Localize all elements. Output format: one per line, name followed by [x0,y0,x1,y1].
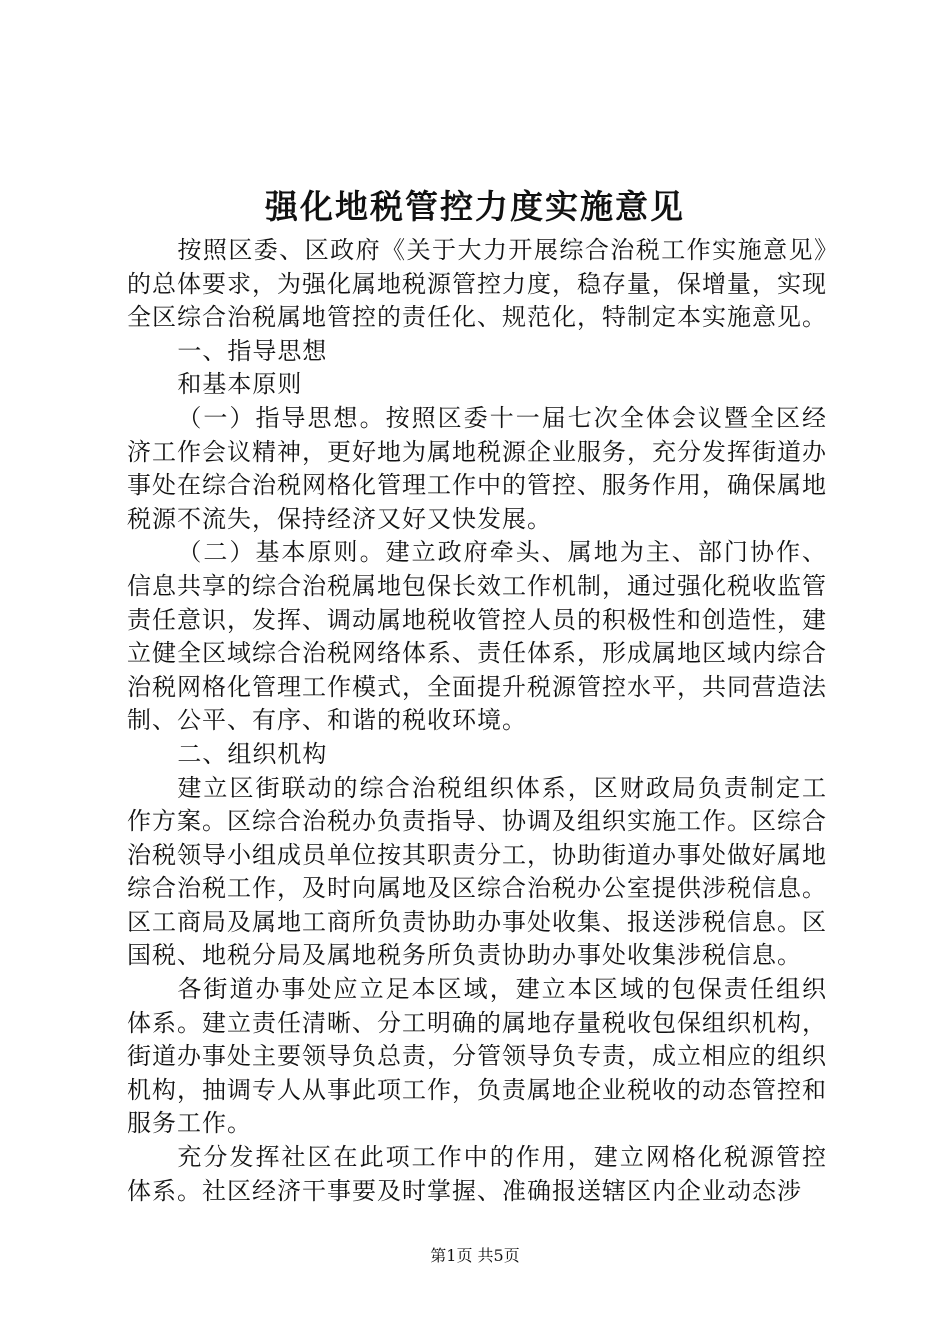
paragraph-basic-principles: （二）基本原则。建立政府牵头、属地为主、部门协作、信息共享的综合治税属地包保长效工作机制，通过强化税收监管责任意识，发挥、调动属地税收管控人员的积极性和创造性，建立健全区域综合治税网络体系、责任体系，形成属地区域内综合治税网格化管理工作模式，全面提升税源管控水平，共同营造法制、公平、有序、和谐的税收环境。 [127,538,827,735]
paragraph-organization-3: 充分发挥社区在此项工作中的作用，建立网格化税源管控体系。社区经济干事要及时掌握、准确报送辖区内企业动态涉 [127,1143,827,1205]
paragraph-guiding-thought: （一）指导思想。按照区委十一届七次全体会议暨全区经济工作会议精神，更好地为属地税源企业服务，充分发挥街道办事处在综合治税网格化管理工作中的管控、服务作用，确保属地税源不流失，保持经济又好又快发展。 [127,403,827,533]
paragraph-organization-2: 各街道办事处应立足本区域，建立本区域的包保责任组织体系。建立责任清晰、分工明确的属地存量税收包保组织机构，街道办事处主要领导负总责，分管领导负专责，成立相应的组织机构，抽调专人从事此项工作，负责属地企业税收的动态管控和服务工作。 [127,975,827,1138]
paragraph-organization-1: 建立区街联动的综合治税组织体系，区财政局负责制定工作方案。区综合治税办负责指导、协调及组织实施工作。区综合治税领导小组成员单位按其职责分工，协助街道办事处做好属地综合治税工作，及时向属地及区综合治税办公室提供涉税信息。区工商局及属地工商所负责协助办事处收集、报送涉税信息。区国税、地税分局及属地税务所负责协助办事处收集涉税信息。 [127,773,827,970]
section-heading-1-continued: 和基本原则 [177,370,303,399]
page-footer: 第1页 共5页 [430,1246,520,1265]
section-heading-2: 二、组织机构 [177,739,328,768]
document-title: 强化地税管控力度实施意见 [265,187,685,226]
document-body [127,234,827,1208]
section-heading-1: 一、指导思想 [177,336,328,365]
paragraph-intro: 按照区委、区政府《关于大力开展综合治税工作实施意见》的总体要求，为强化属地税源管控力度，稳存量，保增量，实现全区综合治税属地管控的责任化、规范化，特制定本实施意见。 [127,236,827,332]
